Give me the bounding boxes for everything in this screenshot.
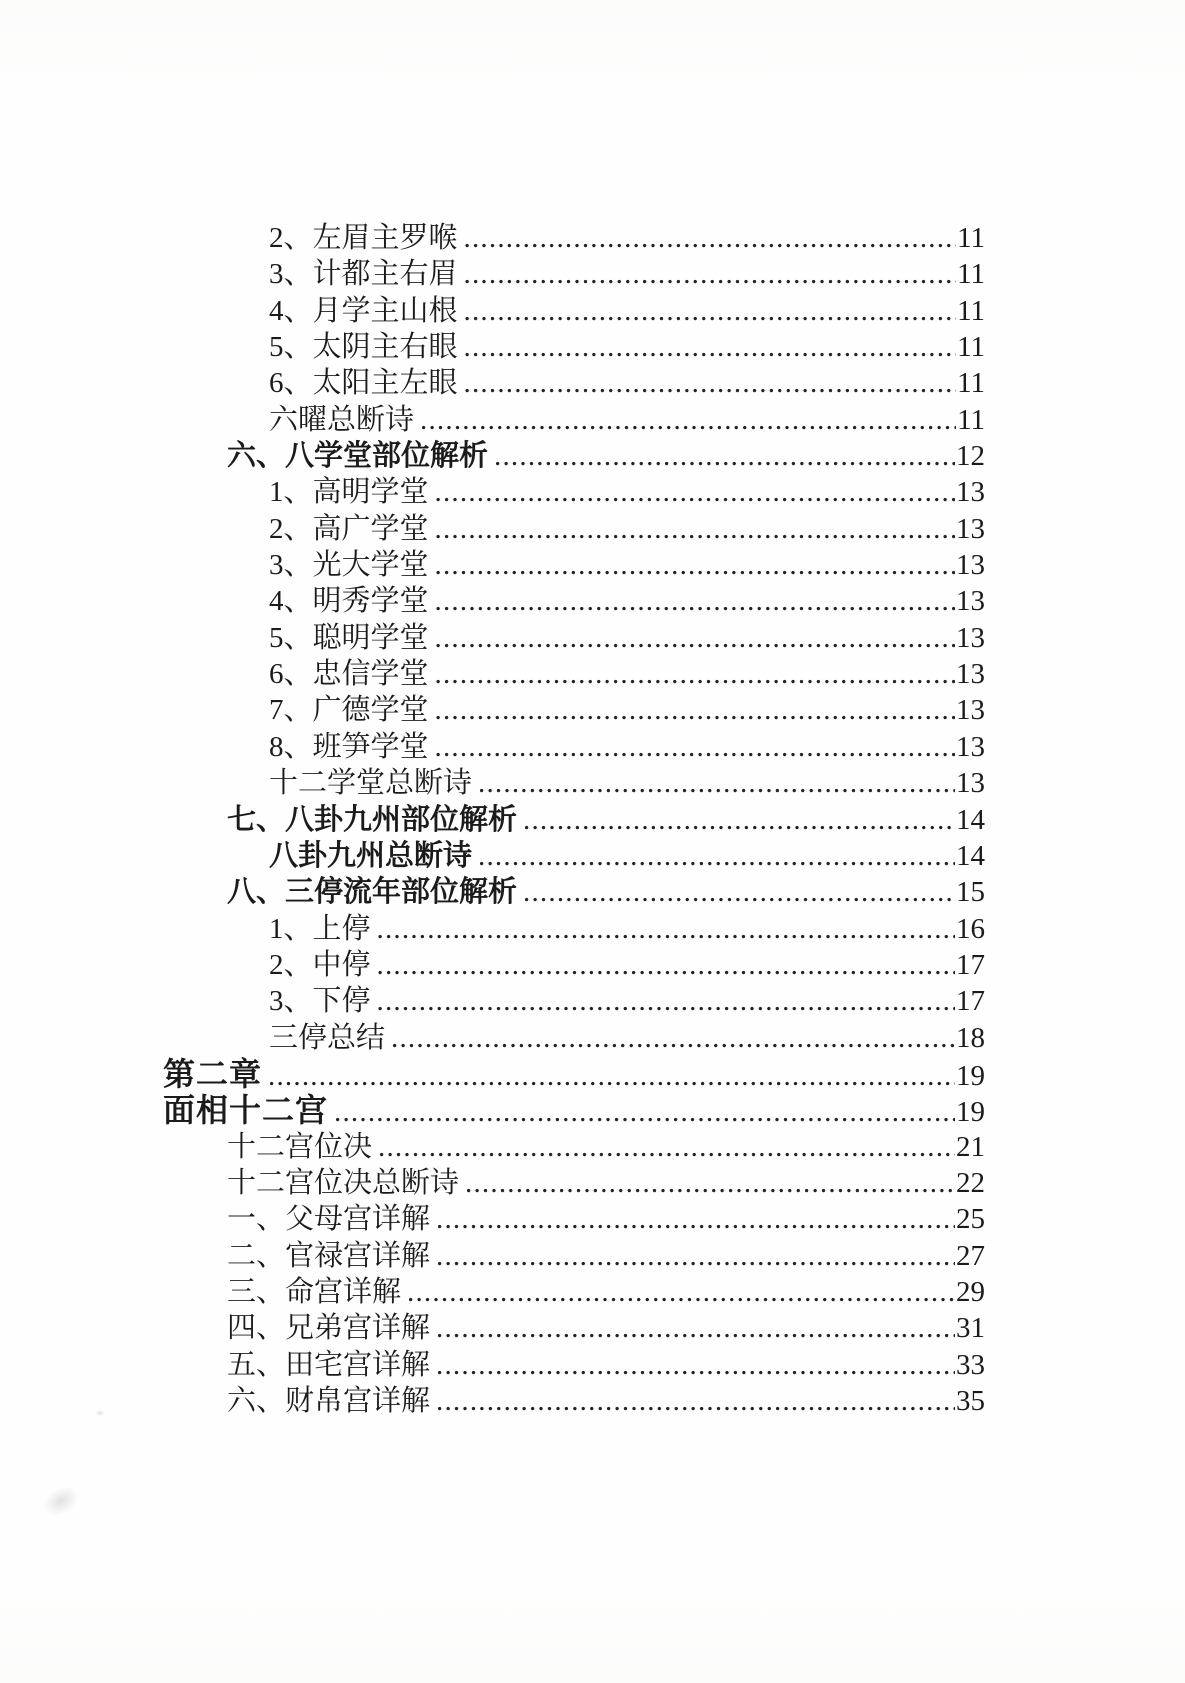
toc-entry-page: 13: [956, 730, 985, 763]
toc-entry-page: 29: [956, 1275, 985, 1308]
toc-row: [0, 1129, 985, 1165]
dot-leader: [435, 583, 955, 619]
toc-entry-page: 11: [957, 222, 985, 254]
toc-entry-page: 11: [957, 258, 985, 291]
dot-leader: [435, 547, 955, 583]
toc-entry-label: 八卦九州总断诗: [269, 839, 473, 872]
toc-row: [0, 474, 985, 510]
toc-row: [0, 911, 985, 947]
dot-leader: [378, 1129, 955, 1165]
toc-entry-label: 3、光大学堂: [269, 549, 429, 582]
toc-entry-label: 2、左眉主罗喉: [269, 222, 458, 254]
dot-leader: [464, 256, 957, 292]
toc-row: [0, 583, 985, 619]
toc-row: [0, 511, 985, 547]
toc-entry-label: 第二章: [163, 1055, 263, 1092]
toc-row: [0, 329, 985, 365]
dot-leader: [268, 1058, 955, 1094]
dot-leader: [464, 220, 957, 256]
toc-entry-label: 十二宫位决: [227, 1130, 373, 1163]
toc-entry-label: 四、兄弟宫详解: [227, 1312, 431, 1345]
toc-entry-label: 5、聪明学堂: [269, 621, 429, 654]
dot-leader: [436, 1347, 955, 1383]
toc-entry-page: 18: [956, 1021, 985, 1054]
toc-entry-label: 1、上停: [269, 912, 371, 945]
toc-row: [0, 365, 985, 401]
dot-leader: [464, 293, 957, 329]
toc-entry-label: 五、田宅宫详解: [227, 1348, 431, 1381]
toc-entry-page: 33: [956, 1348, 985, 1381]
dot-leader: [523, 874, 955, 910]
dot-leader: [494, 438, 955, 474]
dot-leader: [464, 329, 957, 365]
toc-entry-label: 面相十二宫: [163, 1092, 329, 1129]
toc-entry-label: 1、高明学堂: [269, 476, 429, 509]
toc-entry-label: 六曜总断诗: [269, 403, 415, 436]
toc-list: [0, 220, 1185, 1419]
toc-entry-label: 八、三停流年部位解析: [227, 876, 518, 909]
dot-leader: [377, 983, 955, 1019]
toc-entry-page: 19: [956, 1096, 985, 1129]
dot-leader: [436, 1201, 955, 1237]
toc-row: [0, 765, 985, 801]
dot-leader: [523, 802, 955, 838]
toc-entry-page: 13: [956, 767, 985, 800]
toc-row: [0, 1310, 985, 1346]
dot-leader: [435, 620, 955, 656]
toc-entry-page: 15: [956, 876, 985, 909]
toc-entry-page: 17: [956, 948, 985, 981]
dot-leader: [435, 729, 955, 765]
toc-entry-page: 22: [956, 1166, 985, 1199]
toc-entry-label: 七、八卦九州部位解析: [227, 803, 518, 836]
toc-entry-page: 13: [956, 549, 985, 582]
dot-leader: [436, 1383, 955, 1419]
dot-leader: [377, 911, 955, 947]
toc-entry-page: 13: [956, 621, 985, 654]
toc-row: [0, 1201, 985, 1237]
toc-entry-label: 8、班笋学堂: [269, 730, 429, 763]
toc-row: [0, 692, 985, 728]
toc-row: [0, 1347, 985, 1383]
dot-leader: [435, 511, 955, 547]
toc-entry-page: 11: [957, 367, 985, 400]
dot-leader: [465, 1165, 955, 1201]
toc-entry-label: 3、下停: [269, 985, 371, 1018]
toc-entry-label: 三停总结: [269, 1021, 386, 1054]
toc-entry-page: 14: [956, 803, 985, 836]
toc-entry-page: 13: [956, 694, 985, 727]
toc-entry-label: 5、太阴主右眼: [269, 331, 458, 364]
toc-entry-page: 25: [956, 1203, 985, 1236]
dot-leader: [436, 1238, 955, 1274]
toc-row: [0, 1020, 985, 1056]
scan-speck: [96, 1410, 104, 1416]
toc-entry-page: 13: [956, 658, 985, 691]
toc-row: [0, 1383, 985, 1419]
toc-entry-page: 13: [956, 512, 985, 545]
toc-row: [0, 1238, 985, 1274]
toc-row: [0, 547, 985, 583]
dot-leader: [435, 692, 955, 728]
toc-entry-label: 六、八学堂部位解析: [227, 440, 489, 473]
toc-entry-page: 19: [956, 1059, 985, 1092]
toc-entry-page: 14: [956, 839, 985, 872]
dot-leader: [478, 838, 955, 874]
scan-smudge: [38, 1480, 84, 1522]
toc-entry-label: 4、明秀学堂: [269, 585, 429, 618]
toc-entry-label: 一、父母宫详解: [227, 1203, 431, 1236]
toc-row: [0, 838, 985, 874]
toc-row: [0, 983, 985, 1019]
toc-entry-label: 十二宫位决总断诗: [227, 1166, 460, 1199]
toc-entry-label: 十二学堂总断诗: [269, 767, 473, 800]
toc-row: [0, 874, 985, 910]
toc-entry-label: 二、官禄宫详解: [227, 1239, 431, 1272]
toc-entry-page: 35: [956, 1385, 985, 1417]
dot-leader: [334, 1094, 955, 1130]
dot-leader: [420, 402, 956, 438]
toc-row: [0, 1056, 985, 1092]
toc-entry-label: 3、计都主右眉: [269, 258, 458, 291]
toc-row: [0, 293, 985, 329]
toc-entry-page: 11: [957, 294, 985, 327]
toc-row: [0, 729, 985, 765]
toc-entry-label: 2、中停: [269, 948, 371, 981]
toc-entry-page: 27: [956, 1239, 985, 1272]
toc-entry-page: 21: [956, 1130, 985, 1163]
toc-entry-label: 6、忠信学堂: [269, 658, 429, 691]
dot-leader: [377, 947, 955, 983]
toc-entry-page: 16: [956, 912, 985, 945]
toc-entry-page: 12: [956, 440, 985, 473]
toc-entry-label: 4、月学主山根: [269, 294, 458, 327]
toc-row: [0, 947, 985, 983]
toc-entry-label: 6、太阳主左眼: [269, 367, 458, 400]
toc-row: [0, 656, 985, 692]
toc-entry-page: 11: [957, 403, 985, 436]
toc-row: [0, 1165, 985, 1201]
toc-row: [0, 220, 985, 256]
dot-leader: [407, 1274, 955, 1310]
toc-row: [0, 402, 985, 438]
dot-leader: [464, 365, 957, 401]
dot-leader: [435, 474, 955, 510]
toc-row: [0, 1092, 985, 1128]
toc-row: [0, 1274, 985, 1310]
toc-entry-label: 三、命宫详解: [227, 1275, 402, 1308]
dot-leader: [436, 1310, 955, 1346]
dot-leader: [435, 656, 955, 692]
toc-entry-label: 7、广德学堂: [269, 694, 429, 727]
toc-entry-page: 13: [956, 585, 985, 618]
toc-entry-page: 11: [957, 331, 985, 364]
toc-row: [0, 256, 985, 292]
toc-entry-page: 17: [956, 985, 985, 1018]
toc-row: [0, 620, 985, 656]
toc-entry-label: 2、高广学堂: [269, 512, 429, 545]
dot-leader: [391, 1020, 955, 1056]
toc-entry-page: 13: [956, 476, 985, 509]
toc-row: [0, 438, 985, 474]
toc-entry-label: 六、财帛宫详解: [227, 1385, 431, 1417]
toc-row: [0, 802, 985, 838]
toc-entry-page: 31: [956, 1312, 985, 1345]
dot-leader: [478, 765, 955, 801]
